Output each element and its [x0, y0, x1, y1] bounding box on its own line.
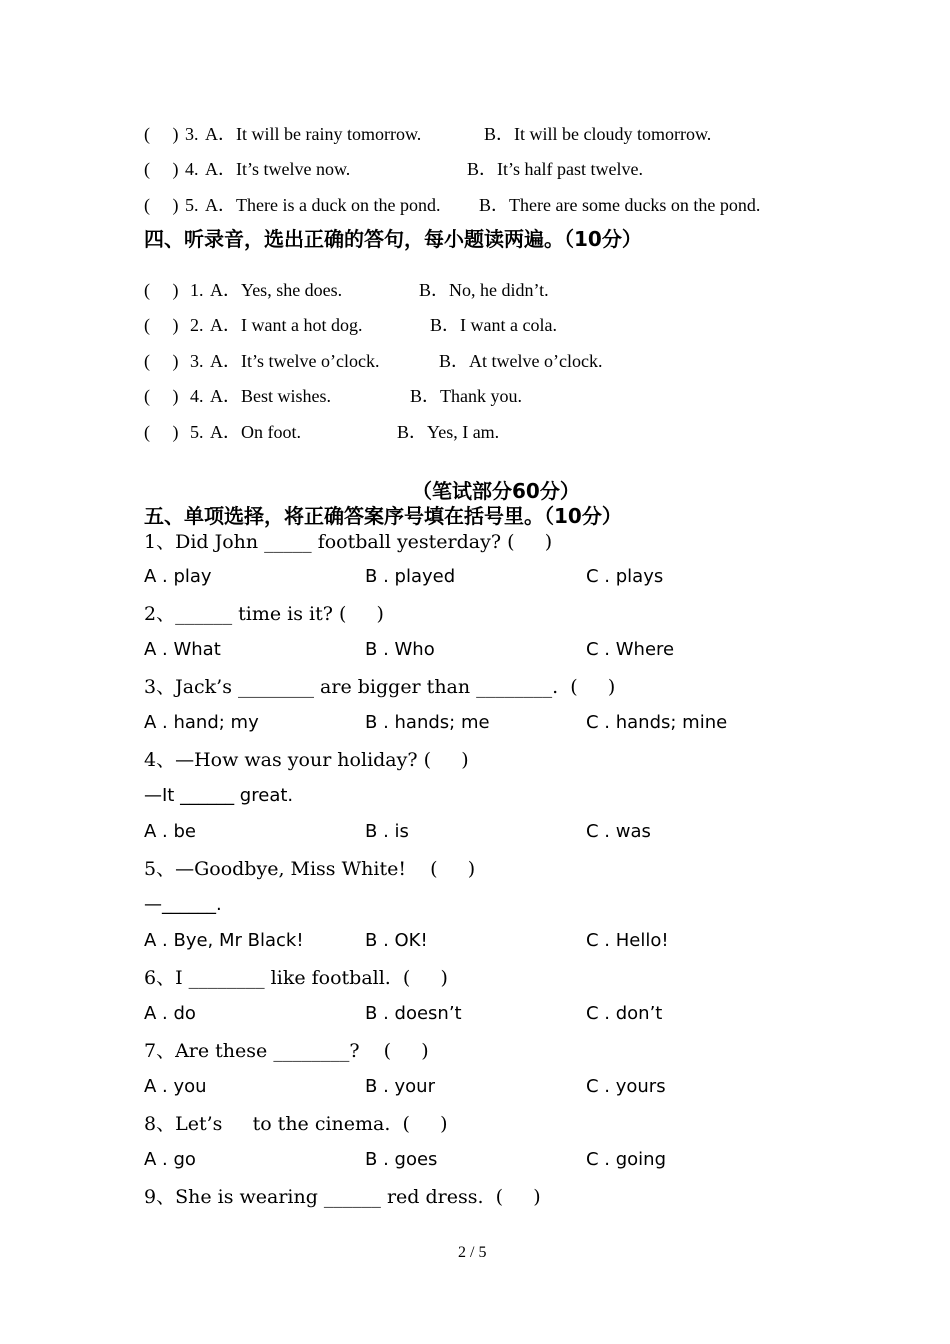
written-part-heading: （笔试部分60分） [412, 479, 580, 503]
option-a: A．I want a hot dog. [210, 315, 363, 335]
option-c: C . plays [586, 566, 664, 587]
item-number: 3. [190, 351, 204, 371]
option-b: B . is [365, 821, 409, 842]
answer-paren: ( ) [144, 422, 179, 442]
question-text: 6、I ________ like football. ( ) [144, 967, 448, 989]
option-b: B . Who [365, 639, 435, 660]
option-a: A．Yes, she does. [210, 280, 343, 300]
question-text: 8、Let’s to the cinema. ( ) [144, 1113, 448, 1135]
page-number: 2 / 5 [458, 1244, 487, 1261]
item-number: 4. [190, 386, 204, 406]
option-b: B．Yes, I am. [397, 422, 500, 442]
item-number: 3. [185, 124, 199, 144]
option-b: B . played [365, 566, 456, 587]
option-b: B . OK! [365, 930, 428, 951]
option-c: C . going [586, 1149, 667, 1170]
option-a: A . be [144, 821, 196, 842]
option-c: C . Where [586, 639, 675, 660]
answer-paren: ( ) [144, 124, 179, 144]
question-text: 9、She is wearing ______ red dress. ( ) [144, 1186, 541, 1208]
item-number: 5. [185, 195, 199, 215]
section-5-title: 五、单项选择，将正确答案序号填在括号里。（10分） [144, 504, 622, 528]
answer-paren: ( ) [144, 280, 179, 300]
answer-paren: ( ) [144, 315, 179, 335]
option-b: B . hands; me [365, 712, 490, 733]
option-b: B．Thank you. [410, 386, 522, 406]
option-a: A . hand; my [144, 712, 259, 733]
answer-paren: ( ) [144, 195, 179, 215]
section-4-title: 四、听录音，选出正确的答句，每小题读两遍。（10分） [144, 227, 642, 251]
option-b: B．It’s half past twelve. [467, 159, 643, 179]
option-a: A . Bye, Mr Black! [144, 930, 304, 951]
item-number: 1. [190, 280, 204, 300]
question-text: 1、Did John _____ football yesterday? ( ) [144, 531, 553, 553]
option-b: B．There are some ducks on the pond. [479, 195, 761, 215]
item-number: 2. [190, 315, 204, 335]
question-text: 3、Jack’s ________ are bigger than ________. ( ) [144, 676, 616, 698]
option-a: A . What [144, 639, 221, 660]
option-a: A．It’s twelve now. [205, 159, 351, 179]
option-b: B．No, he didn’t. [419, 280, 549, 300]
option-a: A . do [144, 1003, 196, 1024]
answer-line: —______. [144, 894, 222, 915]
item-number: 4. [185, 159, 199, 179]
option-c: C . yours [586, 1076, 666, 1097]
option-c: C . don’t [586, 1003, 663, 1024]
answer-line: —It ______ great. [144, 785, 294, 806]
question-text: 5、—Goodbye, Miss White! ( ) [144, 858, 476, 880]
option-b: B . doesn’t [365, 1003, 462, 1024]
option-a: A . play [144, 566, 212, 587]
question-text: 4、—How was your holiday? ( ) [144, 749, 469, 771]
option-b: B．I want a cola. [430, 315, 557, 335]
question-text: 7、Are these ________? ( ) [144, 1040, 429, 1062]
option-a: A．It’s twelve o’clock. [210, 351, 380, 371]
question-text: 2、______ time is it? ( ) [144, 603, 384, 625]
option-c: C . was [586, 821, 651, 842]
option-a: A．Best wishes. [210, 386, 331, 406]
option-b: B . your [365, 1076, 435, 1097]
answer-paren: ( ) [144, 159, 179, 179]
item-number: 5. [190, 422, 204, 442]
option-b: B．At twelve o’clock. [439, 351, 603, 371]
option-a: A．It will be rainy tomorrow. [205, 124, 422, 144]
option-c: C . Hello! [586, 930, 669, 951]
answer-paren: ( ) [144, 351, 179, 371]
option-b: B . goes [365, 1149, 438, 1170]
option-a: A．There is a duck on the pond. [205, 195, 441, 215]
option-a: A . you [144, 1076, 207, 1097]
option-a: A．On foot. [210, 422, 301, 442]
option-c: C . hands; mine [586, 712, 728, 733]
answer-paren: ( ) [144, 386, 179, 406]
option-a: A . go [144, 1149, 196, 1170]
option-b: B．It will be cloudy tomorrow. [484, 124, 712, 144]
